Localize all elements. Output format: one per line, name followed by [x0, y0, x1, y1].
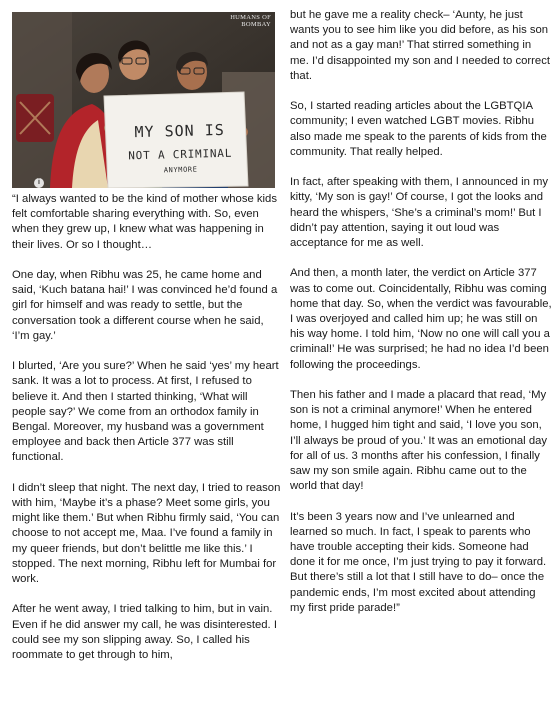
watermark-line: BOMBAY [241, 20, 271, 28]
story-paragraph: After he went away, I tried talking to him, but in vain. Even if he did answer my call, he was disinterested. I could see my son slipping away. So, I called his roommate to get through to him, [12, 603, 277, 662]
story-paragraph: I blurted, ‘Are you sure?’ When he said ‘yes’ my heart sank. It was a lot to process. At first, I refused to believe it. And then I started thinking, ‘What will people say?’ We come from an orthodox family in Bengal. Moreover, my husband was a government employee and back then Article 377 was still functional. [12, 360, 279, 464]
story-paragraph: One day, when Ribhu was 25, he came home and said, ‘Kuch batana hai!’ I was convinced he’d found a girl for himself and was ready to settle, but the conversation took a different course when he said, ‘I’m gay.’ [12, 269, 278, 342]
story-paragraph: but he gave me a reality check– ‘Aunty, he just wants you to see him like you did before, as his son and not as a gay man!’ That stirred something in me. I’d disappointed my son and I needed to correct that. [290, 9, 550, 82]
story-paragraph: In fact, after speaking with them, I announced in my kitty, ‘My son is gay!’ Of course, I got the looks and heard the whispers, ‘She’s a criminal’s mom!’ But I didn’t pay attention, saying it out loud was acceptance for me as well. [290, 176, 549, 250]
story-paragraph: Then his father and I made a placard that read, ‘My son is not a criminal anymore!’ When he entered home, I hugged him tight and said, ‘I love you son, I’ll always be proud of you.’ It was an emotional day for all of us. 3 months after his confession, I finally saw my son smile again. Ribhu came out to the world that day! [290, 389, 548, 493]
placard-line: MY SON IS [134, 120, 225, 142]
watermark [230, 15, 271, 28]
family-photo [12, 12, 275, 188]
placard-line: ANYMORE [163, 165, 198, 175]
story-left-column [12, 192, 282, 678]
placard-line: NOT A CRIMINAL [128, 146, 233, 163]
placard-text [111, 114, 248, 176]
info-icon[interactable]: i [34, 178, 44, 188]
story-right-column [290, 8, 552, 631]
watermark-line: HUMANS OF [230, 14, 271, 21]
story-paragraph: It’s been 3 years now and I’ve unlearned and learned so much. In fact, I speak to parents who have trouble accepting their kids. Someone had done it for me once, I’m just trying to pay it forward. But there’s still a lot that I still have to do– once the pandemic ends, I’m most excited about attending my first pride parade!” [290, 510, 547, 614]
story-paragraph: I didn’t sleep that night. The next day, I tried to reason with him, ‘Maybe it’s a phase? Meet some girls, you might like them.’ But when Ribhu firmly said, ‘You can choose to not accept me, Maa. I’ve found a family in my queer friends, but don’t belittle me like this.’ I stopped. The next morning, Ribhu left for Mumbai for work. [12, 481, 281, 586]
story-paragraph: “I always wanted to be the kind of mother whose kids felt comfortable sharing everything with. So, even when they grew up, I knew what was happening in their lives. Or so I thought… [12, 193, 277, 251]
story-paragraph: So, I started reading articles about the LGBTQIA community; I even watched LGBT movies. Ribhu also made me speak to the parents of kids from the community. That really helped. [290, 100, 547, 158]
story-paragraph: And then, a month later, the verdict on Article 377 was to come out. Coincidentally, Ribhu was coming home that day. So, when the verdict was favourable, I was overjoyed and called him up; he was still on his way home. I told him, ‘Now no one will call you a criminal!’ He was surprised; he had no idea I’d been following the proceedings. [290, 267, 552, 371]
